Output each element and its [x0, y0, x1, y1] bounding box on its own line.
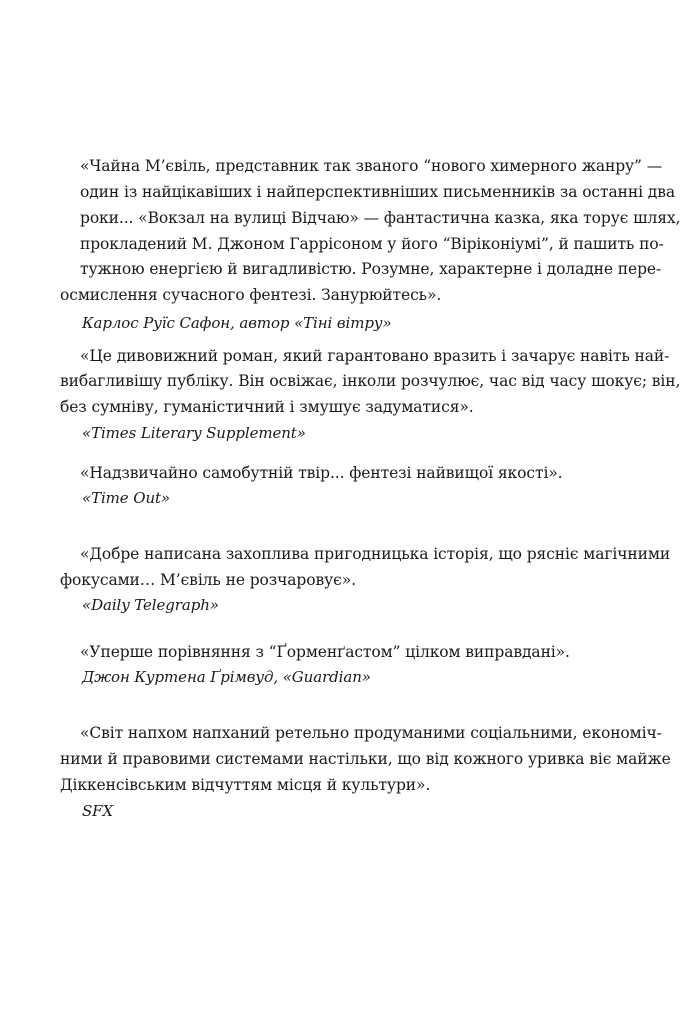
review-6-line-1: «Світ напхом напханий ретельно продуманими соціальними, економіч-: [80, 724, 662, 742]
review-3-line-1: «Надзвичайно самобутній твір... фентезі найвищої якості».: [80, 464, 563, 482]
review-2-line-3: без сумніву, гуманістичний і змушує задуматися».: [60, 398, 474, 416]
review-3-attribution: «Time Out»: [82, 489, 171, 507]
review-2-line-1: «Це дивовижний роман, який гарантовано вразить і зачарує навіть най-: [80, 347, 670, 365]
review-1-line-2: один із найцікавіших і найперспективніших письменників за останні два: [80, 183, 675, 201]
review-5-line-1: «Уперше порівняння з “Ґорменґастом” цілком виправдані».: [80, 643, 570, 661]
review-1-line-6: осмислення сучасного фентезі. Занурюйтесь».: [60, 286, 442, 304]
review-1-line-4: прокладений М. Джоном Гаррісоном у його “Віріконіумі”, й пашить по-: [80, 235, 664, 253]
review-4-attribution: «Daily Telegraph»: [82, 596, 219, 614]
review-5-attribution: Джон Куртена Ґрімвуд, «Guardian»: [82, 668, 371, 686]
review-1-attribution: Карлос Руїс Сафон, автор «Тіні вітру»: [82, 314, 392, 332]
review-1-line-1: «Чайна М’євіль, представник так званого “нового химерного жанру” —: [80, 157, 663, 175]
review-4-line-2: фокусами… М’євіль не розчаровує».: [60, 571, 356, 589]
review-6-attribution: SFX: [82, 802, 114, 820]
review-2-attribution: «Times Literary Supplement»: [82, 424, 306, 442]
review-1-line-3: роки... «Вокзал на вулиці Відчаю» — фантастична казка, яка торує шлях,: [80, 209, 681, 227]
review-2-line-2: вибагливішу публіку. Він освіжає, інколи розчулює, час від часу шокує; він,: [60, 372, 681, 390]
review-1-line-5: тужною енергією й вигадливістю. Розумне, характерне і доладне пере-: [80, 260, 662, 278]
review-6-line-3: Діккенсівським відчуттям місця й культури».: [60, 776, 431, 794]
review-6-line-2: ними й правовими системами настільки, що від кожного уривка віє майже: [60, 750, 671, 768]
review-4-line-1: «Добре написана захоплива пригодницька історія, що рясніє магічними: [80, 545, 671, 563]
